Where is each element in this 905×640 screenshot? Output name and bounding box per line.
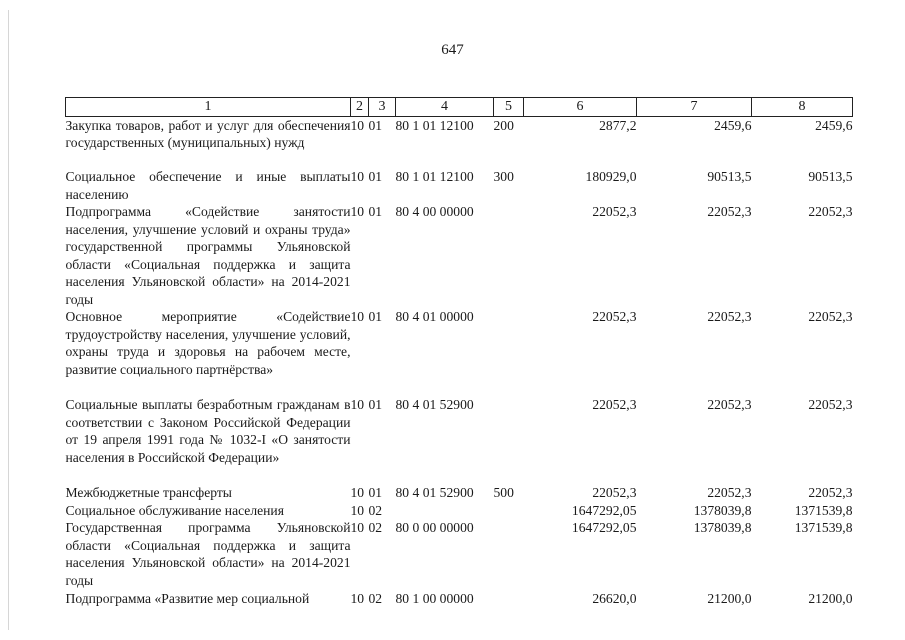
header-col-8: 8 bbox=[752, 98, 853, 117]
header-row bbox=[66, 98, 853, 117]
row-expense-type bbox=[494, 590, 524, 608]
row-subsection: 01 bbox=[368, 117, 383, 133]
table-row bbox=[66, 519, 853, 590]
row-description: Закупка товаров, работ и услуг для обеспечения государственных (муниципальных) нужд bbox=[65, 117, 351, 150]
row-subsection: 01 bbox=[368, 309, 383, 324]
row-target-code: 80 1 01 12100 bbox=[395, 169, 474, 184]
row-target-code: 80 4 00 00000 bbox=[395, 204, 474, 219]
row-section: 10 bbox=[350, 591, 365, 606]
row-description: Социальные выплаты безработным гражданам в соответствии с Законом Российской Федерации от 19 апреля 1991 года № 1032-I «О занятости населения в Российской Федерации» bbox=[65, 397, 351, 465]
row-expense-type: 200 bbox=[493, 117, 514, 133]
table-row bbox=[66, 203, 853, 308]
row-amount-col6: 2877,2 bbox=[599, 117, 637, 133]
row-amount-col7: 22052,3 bbox=[707, 485, 752, 500]
header-col-7: 7 bbox=[637, 98, 752, 117]
row-target-code: 80 1 01 12100 bbox=[395, 117, 474, 133]
row-amount-col7: 1378039,8 bbox=[693, 520, 752, 535]
header-col-6: 6 bbox=[524, 98, 637, 117]
row-target-code: 80 4 01 00000 bbox=[395, 309, 474, 324]
row-amount-col6: 22052,3 bbox=[592, 309, 637, 324]
row-amount-col6: 22052,3 bbox=[592, 204, 637, 219]
row-target-code: 80 1 00 00000 bbox=[395, 591, 474, 606]
row-expense-type bbox=[494, 502, 524, 520]
row-section: 10 bbox=[350, 502, 365, 518]
row-amount-col8: 22052,3 bbox=[808, 309, 853, 324]
row-section: 10 bbox=[350, 397, 365, 412]
header-col-1: 1 bbox=[66, 98, 351, 117]
row-target-code: 80 0 00 00000 bbox=[395, 520, 474, 535]
page-number: 647 bbox=[441, 42, 464, 58]
row-expense-type: 500 bbox=[493, 485, 514, 500]
row-description: Подпрограмма «Развитие мер социальной bbox=[65, 591, 310, 606]
row-amount-col8: 22052,3 bbox=[808, 397, 853, 412]
row-amount-col6: 22052,3 bbox=[592, 485, 637, 500]
row-amount-col7: 2459,6 bbox=[714, 117, 752, 133]
table-row bbox=[66, 168, 853, 203]
table-row bbox=[66, 590, 853, 608]
table-row bbox=[66, 116, 853, 168]
row-amount-col6: 180929,0 bbox=[585, 169, 637, 184]
row-amount-col8: 1371539,8 bbox=[794, 520, 853, 535]
row-description: Социальное обслуживание населения bbox=[65, 502, 284, 518]
row-subsection: 02 bbox=[368, 520, 383, 535]
header-col-2: 2 bbox=[351, 98, 369, 117]
row-expense-type bbox=[494, 308, 524, 396]
row-amount-col6: 1647292,05 bbox=[571, 520, 637, 535]
table-row bbox=[66, 308, 853, 396]
row-section: 10 bbox=[350, 117, 365, 133]
row-subsection: 02 bbox=[368, 591, 383, 606]
row-amount-col7: 22052,3 bbox=[707, 397, 752, 412]
table-row bbox=[66, 484, 853, 502]
row-amount-col7: 1378039,8 bbox=[693, 502, 752, 518]
row-amount-col8: 22052,3 bbox=[808, 485, 853, 500]
row-section: 10 bbox=[350, 204, 365, 219]
header-col-4: 4 bbox=[396, 98, 494, 117]
scan-edge-line bbox=[8, 10, 9, 630]
row-expense-type: 300 bbox=[493, 169, 514, 184]
row-subsection: 01 bbox=[368, 169, 383, 184]
row-target-code: 80 4 01 52900 bbox=[395, 485, 474, 500]
row-section: 10 bbox=[350, 169, 365, 184]
header-col-5: 5 bbox=[494, 98, 524, 117]
row-expense-type bbox=[494, 203, 524, 308]
row-amount-col8: 90513,5 bbox=[808, 169, 853, 184]
table-row bbox=[66, 396, 853, 484]
row-amount-col7: 21200,0 bbox=[707, 591, 752, 606]
row-target-code bbox=[396, 502, 494, 520]
row-amount-col7: 90513,5 bbox=[707, 169, 752, 184]
row-description: Государственная программа Ульяновской области «Социальная поддержка и защита населения Ульяновской области» на 2014-2021 годы bbox=[65, 520, 351, 588]
row-section: 10 bbox=[350, 309, 365, 324]
row-description: Основное мероприятие «Содействие трудоустройству населения, улучшение условий, охраны труда и здоровья на рабочем месте, развитие социального партнёрства» bbox=[65, 309, 351, 377]
row-section: 10 bbox=[350, 485, 365, 500]
row-subsection: 01 bbox=[368, 485, 383, 500]
row-amount-col8: 1371539,8 bbox=[794, 502, 853, 518]
row-amount-col8: 2459,6 bbox=[815, 117, 853, 133]
row-amount-col6: 26620,0 bbox=[592, 591, 637, 606]
row-description: Подпрограмма «Содействие занятости населения, улучшение условий и охраны труда» государственной программы Ульяновской области «Социальная поддержка и защита населения Ульяновской области» на 2014-2021 годы bbox=[65, 204, 351, 307]
row-description: Социальное обеспечение и иные выплаты населению bbox=[65, 169, 351, 202]
row-subsection: 02 bbox=[368, 502, 383, 518]
row-amount-col7: 22052,3 bbox=[707, 204, 752, 219]
row-section: 10 bbox=[350, 520, 365, 535]
row-description: Межбюджетные трансферты bbox=[65, 485, 232, 500]
header-col-3: 3 bbox=[369, 98, 396, 117]
row-expense-type bbox=[494, 519, 524, 590]
row-subsection: 01 bbox=[368, 204, 383, 219]
row-target-code: 80 4 01 52900 bbox=[395, 397, 474, 412]
row-subsection: 01 bbox=[368, 397, 383, 412]
row-expense-type bbox=[494, 396, 524, 484]
row-amount-col8: 22052,3 bbox=[808, 204, 853, 219]
row-amount-col7: 22052,3 bbox=[707, 309, 752, 324]
row-amount-col8: 21200,0 bbox=[808, 591, 853, 606]
budget-table bbox=[65, 97, 853, 608]
row-amount-col6: 22052,3 bbox=[592, 397, 637, 412]
table-row bbox=[66, 502, 853, 520]
row-amount-col6: 1647292,05 bbox=[571, 502, 637, 518]
